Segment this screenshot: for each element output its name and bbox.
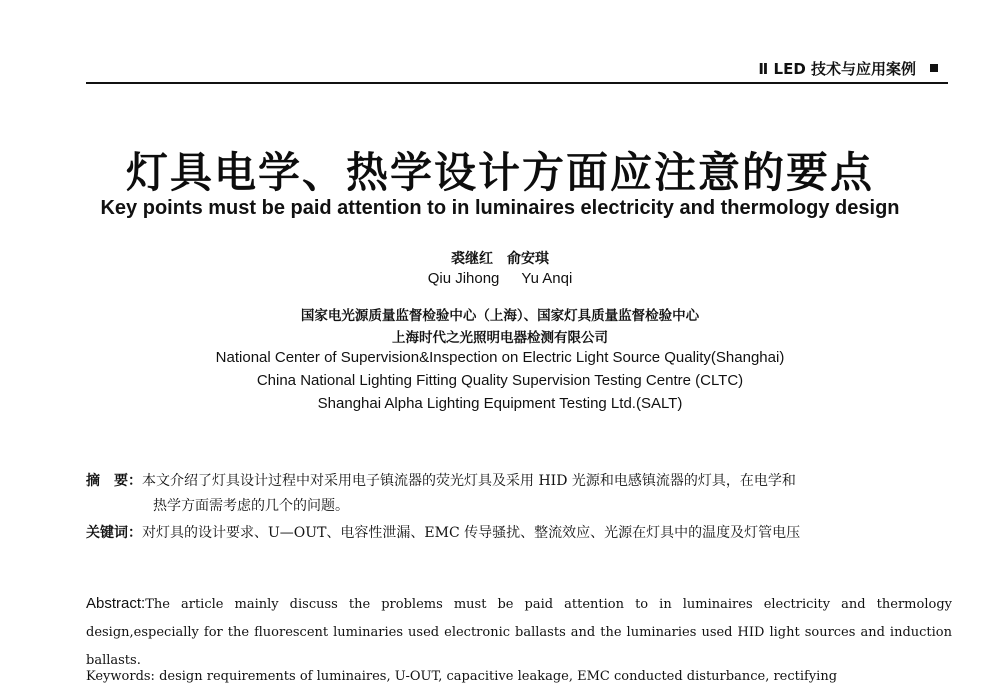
keywords-text: 对灯具的设计要求、U—OUT、电容性泄漏、EMC 传导骚扰、整流效应、光源在灯具中的温度及灯管电压 [142,525,801,541]
abstract-text: The article mainly discuss the problems must be paid attention to in luminaires electricity and thermology design,especially for the fluorescent luminaries used electronic ballasts and the luminaries used HID light sources and induction ballasts. [86,597,952,668]
author-name: 裘继红 [451,251,493,267]
abstract-chinese-cont: 热学方面需考虑的几个的问题。 [153,498,349,514]
affiliation-en: Shanghai Alpha Lighting Equipment Testing Ltd.(SALT) [317,395,683,412]
authors-english [0,270,1000,287]
keywords-label: 关键词： [86,525,142,541]
authors-chinese [0,248,1000,268]
header-divider [86,82,948,84]
abstract-label: 摘 要： [86,473,142,489]
author-name: Yu Anqi [521,270,573,287]
affiliation-zh: 国家电光源质量监督检验中心（上海）、国家灯具质量监督检验中心 [300,308,700,324]
author-name: Qiu Jihong [427,270,500,287]
running-header [758,58,938,79]
author-name: 俞安琪 [507,251,549,267]
abstract-english [86,590,952,675]
section-title: Ⅱ LED 技术与应用案例 [758,60,916,78]
keywords-english: Keywords: design requirements of luminaires, U-OUT, capacitive leakage, EMC conducted disturbance, rectifying [86,669,838,684]
abstract-label: Abstract: [86,595,146,612]
affiliation-en: China National Lighting Fitting Quality Supervision Testing Centre (CLTC) [256,372,744,389]
title-chinese: 灯具电学、热学设计方面应注意的要点 [125,148,874,197]
keywords-chinese [86,522,800,542]
title-english: Key points must be paid attention to in luminaires electricity and thermology design [100,197,900,219]
abstract-text: 本文介绍了灯具设计过程中对采用电子镇流器的荧光灯具及采用 HID 光源和电感镇流器的灯具，在电学和 [142,473,796,489]
affiliation-zh: 上海时代之光照明电器检测有限公司 [392,330,608,346]
square-bullet-icon [930,64,938,72]
abstract-chinese [86,470,796,490]
affiliation-en: National Center of Supervision&Inspection on Electric Light Source Quality(Shanghai) [215,349,785,366]
